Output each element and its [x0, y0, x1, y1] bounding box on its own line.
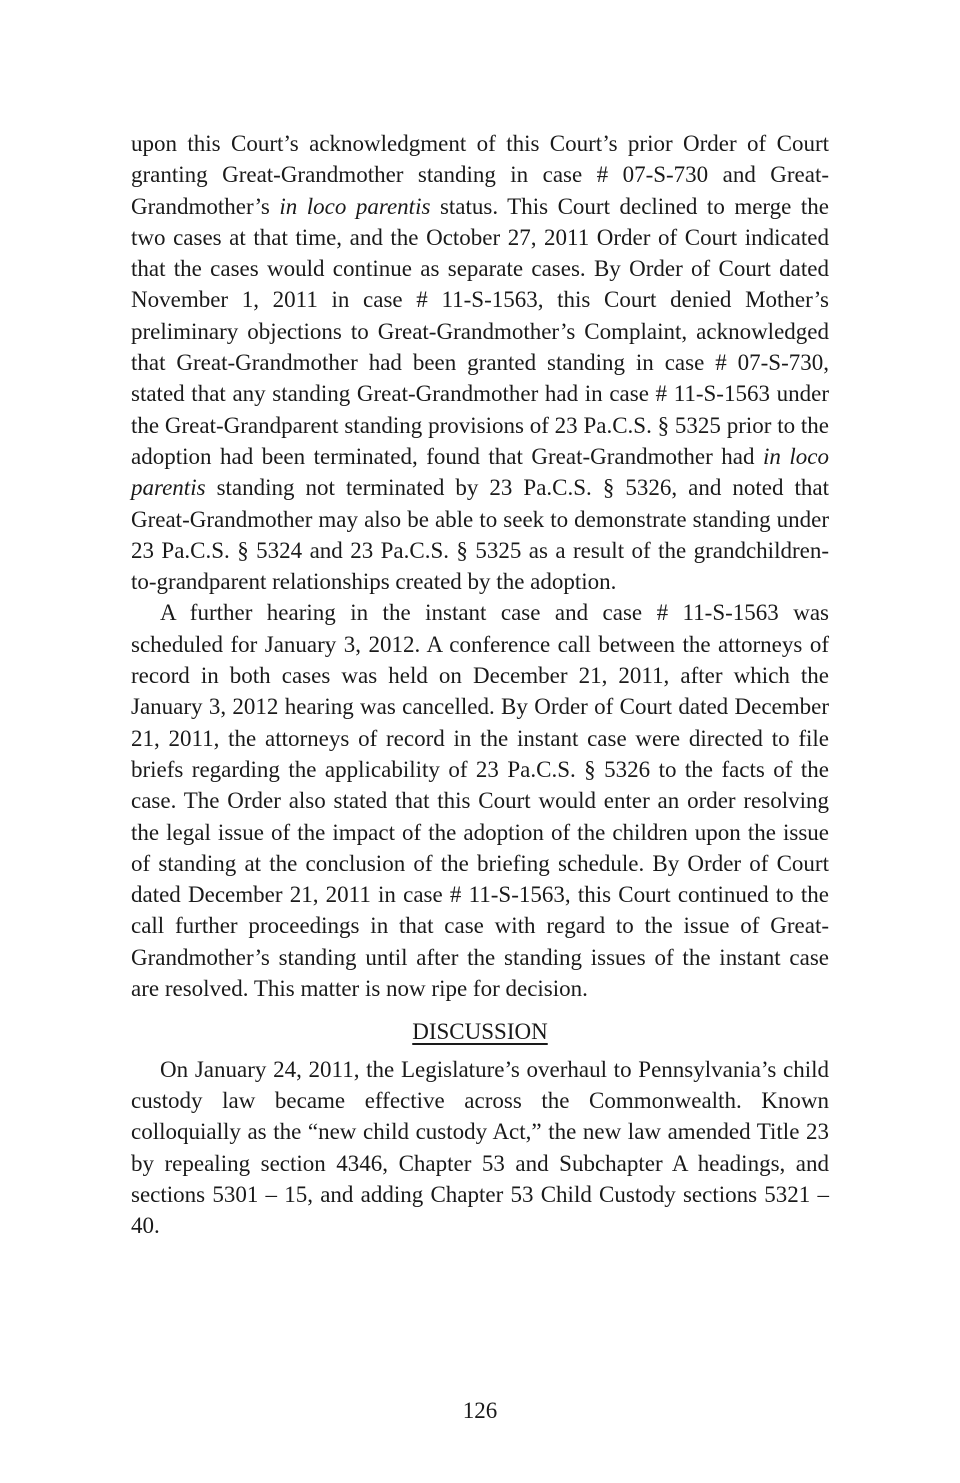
italic-term: in loco parentis [131, 443, 829, 501]
body-text [131, 128, 829, 1241]
text-segment: status. This Court declined to merge the two cases at that time, and the October 27, 2011 Order of Court indicated that the cases would continue as separate cases. By Order of Court dated November 1, 2011 in case # 11-S-1563, this Court denied Mother’s preliminary objections to Great-Grandmother’s Complaint, acknowledged that Great-Grandmother had been granted standing in case # 07-S-730, stated that any standing Great-Grandmother had in case # 11-S-1563 under the Great-Grandparent standing provisions of 23 Pa.C.S. § 5325 prior to the adoption had been terminated, found that Great-Grandmother had [131, 193, 830, 469]
text-segment: upon this Court’s acknowledgment of this Court’s prior Order of Court granting Great-Grandmother standing in case # 07-S-730 and Great-Grandmother’s [131, 131, 829, 219]
paragraph-procedural-history [131, 128, 829, 597]
paragraph-custody-act [131, 1054, 829, 1242]
text-segment: On January 24, 2011, the Legislature’s overhaul to Pennsylvania’s child custody law became effective across the Commonwealth. Known colloquially as the “new child custody Act,” the new law amended Title 23 by repealing section 4346, Chapter 53 and Subchapter A headings, and sections 5301 – 15, and adding Chapter 53 Child Custody sections 5321 – 40. [131, 1056, 829, 1239]
text-segment: A further hearing in the instant case and case # 11-S-1563 was scheduled for January 3, 2012. A conference call between the attorneys of record in both cases was held on December 21, 2011, after which the January 3, 2012 hearing was cancelled. By Order of Court dated December 21, 2011, the attorneys of record in the instant case were directed to file briefs regarding the applicability of 23 Pa.C.S. § 5326 to the facts of the case. The Order also stated that this Court would enter an order resolving the legal issue of the impact of the adoption of the children upon the issue of standing at the conclusion of the briefing schedule. By Order of Court dated December 21, 2011 in case # 11-S-1563, this Court continued to the call further proceedings in that case with regard to the issue of Great-Grandmother’s standing until after the standing issues of the instant case are resolved. This matter is now ripe for decision. [131, 600, 829, 1002]
text-segment: standing not terminated by 23 Pa.C.S. § 5326, and noted that Great-Grandmother may also be able to seek to demonstrate standing under 23 Pa.C.S. § 5324 and 23 Pa.C.S. § 5325 as a result of the grandchildren-to-grandparent relationships created by the adoption. [131, 475, 829, 595]
page-number: 126 [462, 1398, 498, 1423]
paragraph-hearing-schedule [131, 597, 829, 1004]
section-heading-discussion: DISCUSSION [412, 1019, 548, 1045]
italic-term: in loco parentis [279, 193, 431, 219]
